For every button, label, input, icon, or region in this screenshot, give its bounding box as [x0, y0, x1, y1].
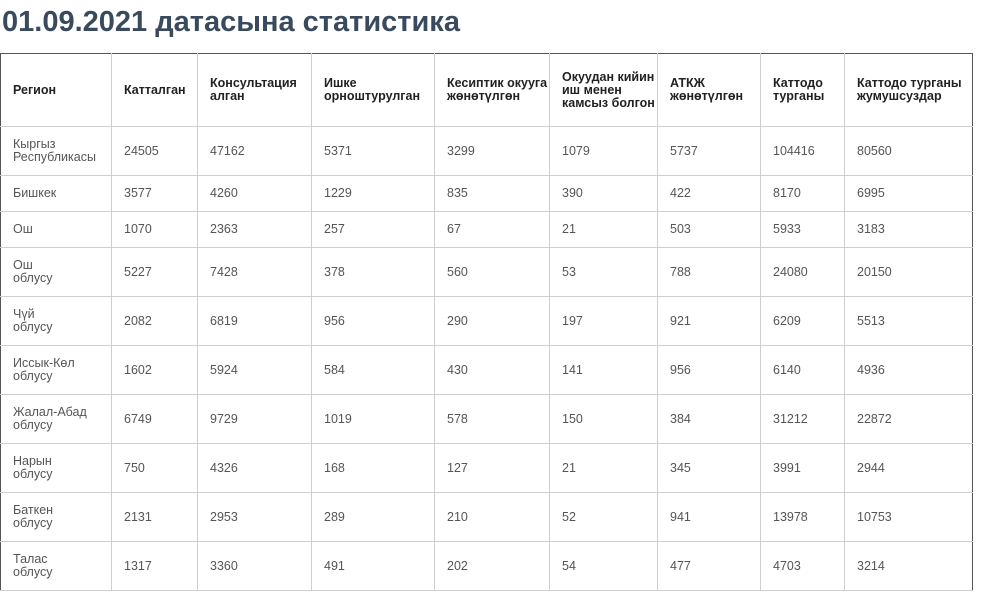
value-cell: 13978 [761, 493, 845, 542]
value-cell: 54 [550, 542, 658, 591]
value-cell: 2944 [845, 444, 973, 493]
value-cell: 921 [658, 297, 761, 346]
value-cell: 835 [435, 176, 550, 212]
value-cell: 1019 [312, 395, 435, 444]
value-cell: 9729 [198, 395, 312, 444]
region-cell [1, 297, 112, 346]
value-cell: 52 [550, 493, 658, 542]
table-row [1, 444, 973, 493]
table-body [1, 127, 973, 591]
region-cell [1, 346, 112, 395]
value-cell: 24080 [761, 248, 845, 297]
value-cell: 750 [112, 444, 198, 493]
value-cell: 257 [312, 212, 435, 248]
value-cell: 390 [550, 176, 658, 212]
region-cell [1, 127, 112, 176]
column-header-registered: Катталган [112, 54, 198, 127]
value-cell: 1070 [112, 212, 198, 248]
value-cell: 6749 [112, 395, 198, 444]
value-cell: 1229 [312, 176, 435, 212]
region-name-line: Жалал-Абад [13, 405, 87, 419]
value-cell: 345 [658, 444, 761, 493]
value-cell: 430 [435, 346, 550, 395]
statistics-table [0, 53, 973, 591]
value-cell: 22872 [845, 395, 973, 444]
value-cell: 47162 [198, 127, 312, 176]
value-cell: 941 [658, 493, 761, 542]
column-header-public-works: АТКЖ жөнөтүлгөн [658, 54, 761, 127]
value-cell: 4936 [845, 346, 973, 395]
value-cell: 21 [550, 212, 658, 248]
region-name-line: облусу [13, 565, 53, 579]
region-name-line: Чүй [13, 307, 35, 321]
region-cell [1, 248, 112, 297]
value-cell: 578 [435, 395, 550, 444]
region-name-line: облусу [13, 467, 53, 481]
column-header-on-register: Каттодо турганы [761, 54, 845, 127]
value-cell: 5933 [761, 212, 845, 248]
table-header-row [1, 54, 973, 127]
value-cell: 1079 [550, 127, 658, 176]
value-cell: 560 [435, 248, 550, 297]
value-cell: 3214 [845, 542, 973, 591]
region-name-line: Республикасы [13, 150, 96, 164]
value-cell: 2131 [112, 493, 198, 542]
value-cell: 202 [435, 542, 550, 591]
region-cell [1, 176, 112, 212]
value-cell: 491 [312, 542, 435, 591]
value-cell: 3299 [435, 127, 550, 176]
region-name-line: облусу [13, 271, 53, 285]
region-name-line: облусу [13, 369, 53, 383]
region-name-line: Кыргыз [13, 137, 56, 151]
column-header-region: Регион [1, 54, 112, 127]
region-name-line: Бишкек [13, 186, 57, 200]
region-name-line: облусу [13, 418, 53, 432]
table-row [1, 542, 973, 591]
value-cell: 80560 [845, 127, 973, 176]
value-cell: 5513 [845, 297, 973, 346]
value-cell: 5227 [112, 248, 198, 297]
value-cell: 10753 [845, 493, 973, 542]
value-cell: 6819 [198, 297, 312, 346]
value-cell: 2953 [198, 493, 312, 542]
value-cell: 384 [658, 395, 761, 444]
table-row [1, 176, 973, 212]
value-cell: 1317 [112, 542, 198, 591]
region-name-line: Ош [13, 258, 33, 272]
value-cell: 67 [435, 212, 550, 248]
value-cell: 8170 [761, 176, 845, 212]
value-cell: 477 [658, 542, 761, 591]
value-cell: 141 [550, 346, 658, 395]
value-cell: 422 [658, 176, 761, 212]
table-row [1, 395, 973, 444]
table-row [1, 212, 973, 248]
value-cell: 3183 [845, 212, 973, 248]
value-cell: 5371 [312, 127, 435, 176]
value-cell: 6209 [761, 297, 845, 346]
value-cell: 20150 [845, 248, 973, 297]
table-row [1, 127, 973, 176]
column-header-employed-after-training: Окуудан кийин иш менен камсыз болгон [550, 54, 658, 127]
column-header-vocational-training: Кесиптик окууга жөнөтүлгөн [435, 54, 550, 127]
region-cell [1, 542, 112, 591]
table-row [1, 297, 973, 346]
value-cell: 150 [550, 395, 658, 444]
column-header-consulted: Консультация алган [198, 54, 312, 127]
value-cell: 210 [435, 493, 550, 542]
value-cell: 2082 [112, 297, 198, 346]
value-cell: 31212 [761, 395, 845, 444]
region-cell [1, 493, 112, 542]
table-row [1, 248, 973, 297]
value-cell: 584 [312, 346, 435, 395]
value-cell: 6995 [845, 176, 973, 212]
region-name-line: облусу [13, 516, 53, 530]
value-cell: 3577 [112, 176, 198, 212]
region-cell [1, 444, 112, 493]
value-cell: 1602 [112, 346, 198, 395]
region-name-line: Баткен [13, 503, 54, 517]
value-cell: 6140 [761, 346, 845, 395]
region-cell [1, 395, 112, 444]
region-name-line: облусу [13, 320, 53, 334]
value-cell: 197 [550, 297, 658, 346]
value-cell: 4326 [198, 444, 312, 493]
page-title: 01.09.2021 датасына статистика [2, 6, 460, 38]
value-cell: 503 [658, 212, 761, 248]
table-row [1, 493, 973, 542]
value-cell: 3991 [761, 444, 845, 493]
value-cell: 956 [658, 346, 761, 395]
region-name-line: Ош [13, 222, 33, 236]
region-name-line: Нарын [13, 454, 52, 468]
region-name-line: Талас [13, 552, 48, 566]
value-cell: 53 [550, 248, 658, 297]
value-cell: 956 [312, 297, 435, 346]
value-cell: 4703 [761, 542, 845, 591]
region-name-line: Иссык-Көл [13, 356, 75, 370]
value-cell: 3360 [198, 542, 312, 591]
value-cell: 788 [658, 248, 761, 297]
value-cell: 289 [312, 493, 435, 542]
value-cell: 290 [435, 297, 550, 346]
table-row [1, 346, 973, 395]
value-cell: 4260 [198, 176, 312, 212]
value-cell: 5737 [658, 127, 761, 176]
value-cell: 5924 [198, 346, 312, 395]
value-cell: 168 [312, 444, 435, 493]
column-header-employed: Ишке орноштурулган [312, 54, 435, 127]
value-cell: 378 [312, 248, 435, 297]
column-header-unemployed-on-register: Каттодо турганы жумушсуздар [845, 54, 973, 127]
value-cell: 21 [550, 444, 658, 493]
value-cell: 7428 [198, 248, 312, 297]
value-cell: 127 [435, 444, 550, 493]
region-cell [1, 212, 112, 248]
value-cell: 2363 [198, 212, 312, 248]
value-cell: 24505 [112, 127, 198, 176]
value-cell: 104416 [761, 127, 845, 176]
